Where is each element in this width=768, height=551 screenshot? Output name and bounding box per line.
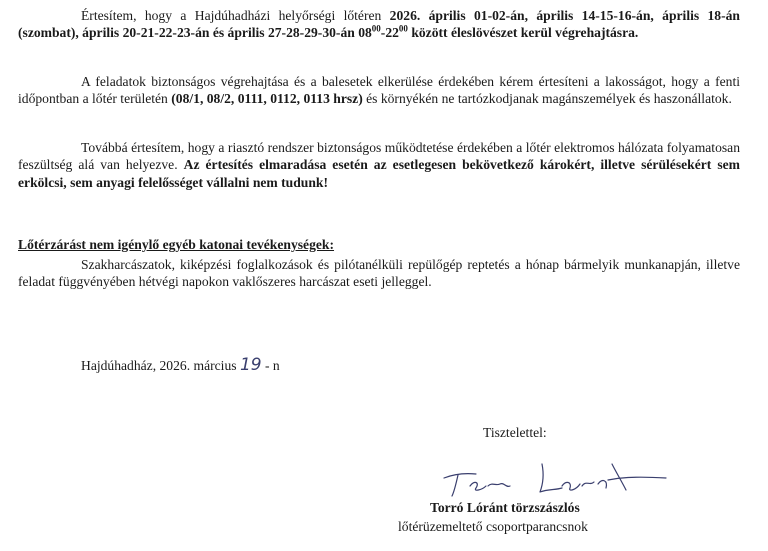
signer-role: lőtérüzemeltető csoportparancsnok: [398, 519, 588, 534]
handwritten-signature: [440, 456, 670, 498]
section-heading: Lőtérzárást nem igénylő egyéb katonai tevékenységek:: [18, 237, 335, 252]
time-start-minutes: 00: [371, 23, 381, 34]
handwritten-day: 19: [239, 355, 262, 375]
paragraph-schedule: [18, 7, 740, 42]
time-range: -22: [380, 25, 399, 41]
safety-text-end: és környékén ne tartózkodjanak magánszemélyek és haszonállatok.: [362, 91, 732, 107]
liability-disclaimer: Az értesítés elmaradása esetén az esetlegesen bekövetkező károkért, illetve sérülésekért sem erkölcsi, sem anyagi felelősséget vállalni nem tudunk!: [18, 157, 740, 190]
parcel-numbers: (08/1, 08/2, 0111, 0112, 0113 hrsz): [171, 91, 363, 107]
date-line: [81, 357, 280, 374]
paragraph-alarm: [18, 139, 740, 191]
time-end-minutes: 00: [398, 23, 408, 34]
safety-text: A feladatok biztonságos végrehajtása és a balesetek elkerülése érdekében kérem értesíteni a lakosságot, hogy a fenti időpontban a lőtér területén: [18, 74, 740, 107]
schedule-outro: között éleslövészet kerül végrehajtásra.: [407, 25, 639, 41]
date-suffix: - n: [261, 358, 280, 373]
date-prefix: Hajdúhadház, 2026. március: [81, 358, 240, 373]
paragraph-safety: [18, 73, 740, 108]
paragraph-other-activities: Szakharcászatok, kiképzési foglalkozások és pilótanélküli repülőgép reptetés a hónap bármelyik munkanapján, illetve feladat függvényében hétvégi napokon vaklőszeres harcászat eseti jelleggel.: [18, 257, 740, 290]
signer-name: Torró Lóránt törzszászlós: [430, 500, 580, 515]
alarm-text: Továbbá értesítem, hogy a riasztó rendszer biztonságos működtetése érdekében a lőtér elektromos hálózata folyamatosan feszültség alá van helyezve.: [18, 140, 740, 173]
schedule-intro: Értesítem, hogy a Hajdúhadházi helyőrségi lőtéren: [81, 8, 390, 23]
schedule-dates: 2026. április 01-02-án, április 14-15-16-án, április 18-án (szombat), április 20-21-22-23-án és április 27-28-29-30-án 08: [18, 8, 740, 41]
greeting: Tisztelettel:: [483, 425, 547, 440]
